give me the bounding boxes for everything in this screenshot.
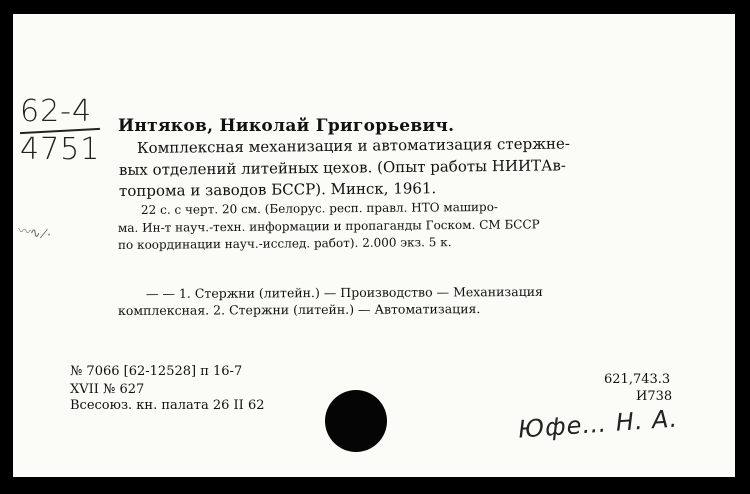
call-number-bottom: 4751 [20,132,101,167]
record-number: № 7066 [62-12528] п 16-7 [70,364,243,379]
author-heading: Интяков, Николай Григорьевич. [118,116,455,136]
author-mark: И738 [636,389,673,404]
subject-line-1: — — 1. Стержни (литейн.) — Производство — Механизация [145,283,543,301]
record-series: XVII № 627 [70,382,145,397]
udc-code: 621,743.3 [604,372,671,387]
title-line-3: топрома и заводов БССР). Минск, 1961. [118,179,437,200]
description-line-2: ма. Ин-т науч.-техн. информации и пропаганды Госком. СМ БССР [117,217,540,235]
description-line-3: по координации науч.-исслед. работ). 2.000 экз. 5 к. [117,235,452,252]
handwritten-signature: Юфе… Н. А. [517,404,679,444]
record-chamber: Всесоюз. кн. палата 26 II 62 [70,398,265,413]
title-line-2: вых отделений литейных цехов. (Опыт работы НИИТАв- [118,156,567,179]
description-line-1: 22 с. с черт. 20 см. (Белорус. респ. правл. НТО маширо- [140,199,499,217]
call-number-top: 62-4 [20,94,93,129]
subject-line-2: комплексная. 2. Стержни (литейн.) — Автоматизация. [117,301,481,318]
punch-hole [325,390,387,452]
title-line-1: Комплексная механизация и автоматизация стержне- [136,134,570,157]
pencil-scribble: 〰∿ ⁄ · [16,223,52,244]
